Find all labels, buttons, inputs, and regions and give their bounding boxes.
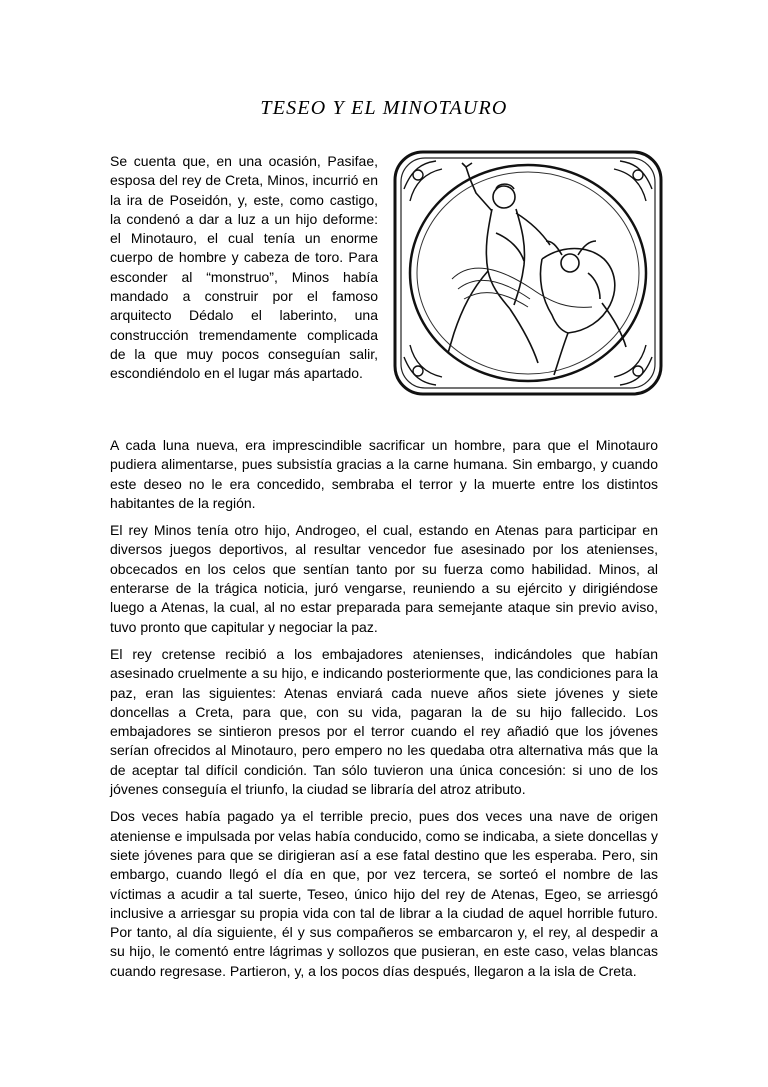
- illustration-svg: [392, 149, 664, 397]
- frame-inner: [401, 158, 655, 388]
- paragraph: A cada luna nueva, era imprescindible sacrificar un hombre, para que el Minotauro pudiera alimentarse, pues subsistía gracias a la carne humana. Sin embargo, y cuando este deseo no le era concedido, sembraba el terror y la muerte entre los distintos habitantes de la región.: [110, 437, 658, 511]
- page-title: TESEO Y EL MINOTAURO: [260, 97, 508, 119]
- paragraph: El rey cretense recibió a los embajadores atenienses, indicándoles que habían asesinado cruelmente a su hijo, e indicando posteriormente que, las condiciones para la paz, eran las siguientes: Atenas enviará cada nueve años siete jóvenes y siete doncellas a Creta, para que, con su vida, pagaran la de su hijo fallecido. Los embajadores se sintieron presos por el terror cuando el rey añadió que los jóvenes serían ofrecidos al Minotauro, pero empero no les quedaba otra alternativa más que la de aceptar tal difícil condición. Tan sólo tuvieron una única concesión: si uno de los jóvenes conseguía el triunfo, la ciudad se libraría del atroz atributo.: [110, 645, 658, 798]
- hero-figure: [448, 163, 550, 363]
- body-text: [110, 436, 658, 989]
- minotaur-figure: [540, 241, 626, 375]
- paragraph: Dos veces había pagado ya el terrible precio, pues dos veces una nave de origen ateniense e impulsada por velas había conducido, como se indicaba, a siete doncellas y siete jóvenes para que se dirigieran así a ese fatal destino que les esperaba. Pero, sin embargo, cuando llegó el día en que, por vez tercera, se sorteó el nombre de las víctimas a acudir a tal suerte, Teseo, único hijo del rey de Atenas, Egeo, se arriesgó inclusive a arriesgar su propia vida con tal de librar a la ciudad de aquel horrible futuro. Por tanto, al día siguiente, él y sus compañeros se embarcaron y, el rey, al despedir a su hijo, le comentó entre lágrimas y sollozos que pusieran, en este caso, velas blancas cuando regresase. Partieron, y, a los pocos días después, llegaron a la isla de Creta.: [110, 808, 658, 979]
- intro-paragraph: Se cuenta que, en una ocasión, Pasifae, esposa del rey de Creta, Minos, incurrió en la ira de Poseidón, y, este, como castigo, la condenó a dar a luz a un hijo deforme: el Minotauro, el cual tenía un enorme cuerpo de hombre y cabeza de toro. Para esconder al “monstruo”, Minos había mandado a construir por el famoso arquitecto Dédalo el laberinto, una construcción tremendamente complicada de la que muy pocos conseguían salir, escondiéndolo en el lugar más apartado.: [110, 153, 378, 382]
- theseus-minotaur-illustration: [392, 149, 664, 397]
- paragraph: El rey Minos tenía otro hijo, Androgeo, el cual, estando en Atenas para participar en diversos juegos deportivos, al resultar vencedor fue asesinado por los atenienses, obcecados en los celos que sentían tanto por su fuerza como habilidad. Minos, al enterarse de la trágica noticia, juró vengarse, reuniendo a su ejército y dirigiéndose luego a Atenas, la cual, al no estar preparada para semejante ataque sin previo aviso, tuvo pronto que capitular y negociar la paz.: [110, 522, 658, 635]
- frame-outer: [395, 152, 661, 394]
- corner-ornaments: [404, 161, 652, 385]
- medallion-ring: [410, 165, 646, 381]
